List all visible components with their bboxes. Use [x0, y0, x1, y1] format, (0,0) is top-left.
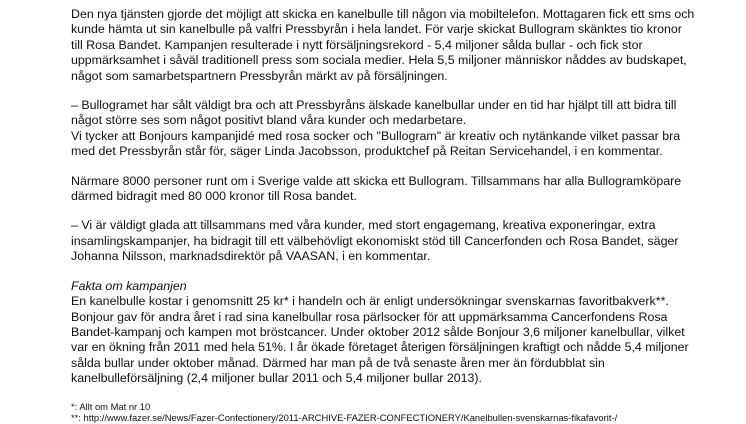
text-line: Den nya tjänsten gjorde det möjligt att skicka en kanelbulle till någon via mobiltelefon. Mottagaren fick ett sms och	[71, 7, 695, 21]
text-line: Bonjour gav för andra året i rad sina kanelbullar rosa pärlsocker för att uppmärksamma Cancerfondens Rosa	[71, 309, 668, 324]
text-line: därmed bidragit med 80 000 kronor till Rosa bandet.	[71, 189, 357, 204]
facts-section	[71, 279, 719, 387]
text-line: Vi tycker att Bonjours kampanjidé med rosa socker och "Bullogram" är kreativ och nytänkande vilket passar bra	[71, 128, 681, 143]
footnote-link: **: http://www.fazer.se/News/Fazer-Confectionery/2011-ARCHIVE-FAZER-CONFECTIONERY/Kanelbullen-svenskarnas-fikafavorit-/	[71, 412, 618, 424]
paragraph-campaign-intro	[71, 7, 719, 84]
text-line: med det Pressbyrån står för, säger Linda Jacobsson, produktchef på Reitan Servicehandel, i en kommentar.	[71, 144, 663, 159]
document-body	[71, 7, 719, 424]
text-line: – Bullogramet har sålt väldigt bra och att Pressbyråns älskade kanelbullar under en tid har hjälpt till att bidra till	[71, 98, 677, 113]
paragraph-pressbyran-quote-cont	[71, 129, 719, 160]
text-line: var en ökning från 2011 med hela 51%. I år ökade företaget återigen försäljningen kraftigt och nådde 5,4 miljoner	[71, 340, 689, 355]
footnotes	[71, 401, 719, 424]
text-line: sålda bullar under oktober månad. Därmed har man på de två senaste åren mer än fördubblat sin	[71, 355, 605, 370]
facts-heading: Fakta om kampanjen	[71, 278, 187, 293]
footnote: *: Allt om Mat nr 10	[71, 400, 151, 412]
text-line: insamlingskampanjer, ha bidragit till ett välbehövligt ekonomiskt stöd till Cancerfonden och Rosa Bandet, säger	[71, 233, 679, 248]
text-line: något större ses som något positivt bland våra kunder och medarbetare.	[71, 113, 467, 128]
text-line: Närmare 8000 personer runt om i Sverige valde att skicka ett Bullogram. Tillsammans har alla Bullogramköpare	[71, 173, 682, 188]
paragraph-bullogram-count	[71, 174, 719, 205]
text-line: En kanelbulle kostar i genomsnitt 25 kr* i handeln och är enligt undersökningar svenskarnas favoritbakverk**.	[71, 294, 669, 309]
paragraph-vaasan-quote	[71, 218, 719, 264]
paragraph-pressbyran-quote	[71, 98, 719, 129]
text-line: uppmärksamhet i såväl traditionell press som sociala medier. Hela 5,5 miljoner människor nåddes av budskapet,	[71, 53, 687, 68]
text-line: – Vi är väldigt glada att tillsammans med våra kunder, med stort engagemang, kreativa exponeringar, extra	[71, 218, 656, 233]
text-line: Bandet-kampanj och kampen mot bröstcancer. Under oktober 2012 sålde Bonjour 3,6 miljoner kanelbullar, vilket	[71, 324, 685, 339]
text-line: Johanna Nilsson, marknadsdirektör på VAASAN, i en kommentar.	[71, 249, 431, 264]
text-line: något som samarbetspartnern Pressbyrån märkt av på försäljningen.	[71, 68, 448, 83]
text-line: till Rosa Bandet. Kampanjen resulterade i nytt försäljningsrekord - 5,4 miljoner sålda bullar - och fick stor	[71, 37, 643, 52]
text-line: kunde hämta ut sin kanelbulle på valfri Pressbyrån i hela landet. För varje skickat Bullogram skänktes tio kronor	[71, 22, 682, 37]
text-line: kanelbulleförsäljning (2,4 miljoner bullar 2011 och 5,4 miljoner bullar 2013).	[71, 371, 482, 386]
